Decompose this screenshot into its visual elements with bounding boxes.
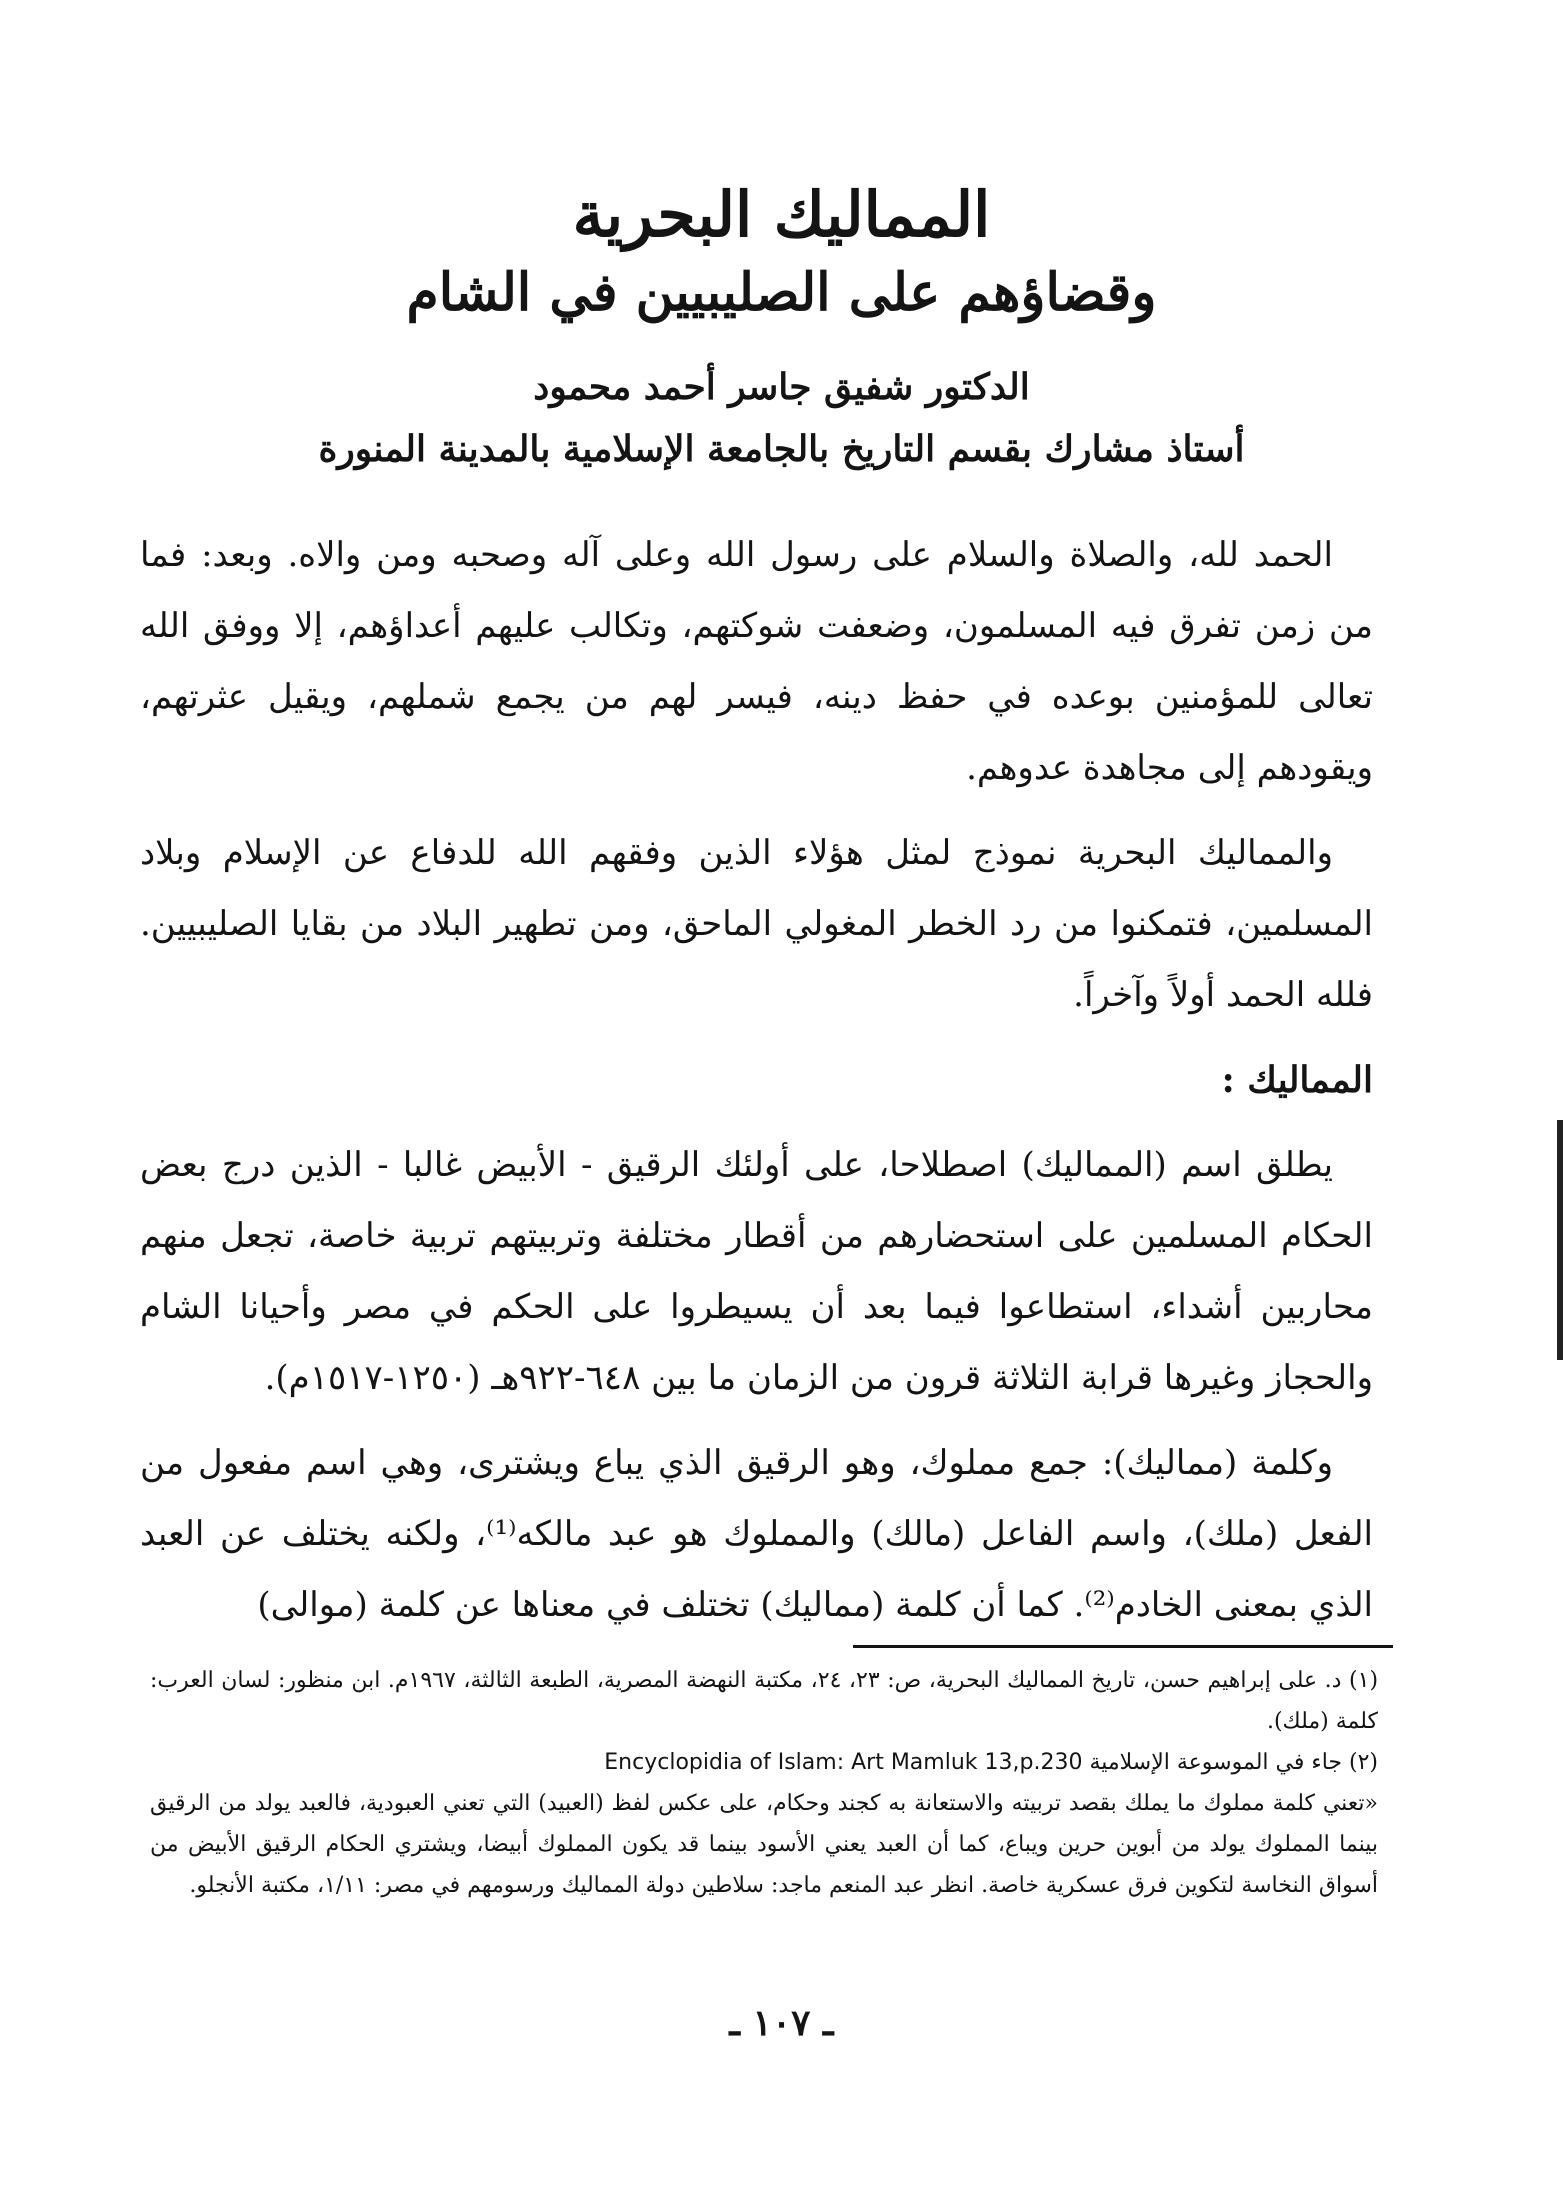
footnote-2-latin: Encyclopidia of Islam: Art Mamluk 13,p.230 [604,1750,1083,1775]
footnotes [150,1660,1378,1906]
paragraph-definition: يطلق اسم (المماليك) اصطلاحا، على أولئك الرقيق - الأبيض غالبا - الذين درج بعض الحكام المسلمين على استحضارهم من أقطار مختلفة وتربيتهم تربية خاصة، تجعل منهم محاربين أشداء، استطاعوا فيما بعد أن يسيطروا على الحكم في مصر وأحيانا الشام والحجاز وغيرها قرابة الثلاثة قرون من الزمان ما بين ٦٤٨-٩٢٢هـ (١٢٥٠-١٥١٧م). [140,1145,1373,1398]
footnote-2-arabic: (٢) جاء في الموسوعة الإسلامية [1089,1750,1378,1775]
footnote-2-quote: «تعني كلمة مملوك ما يملك بقصد تربيته والاستعانة به كجند وحكام، على عكس لفظ (العبيد) التي تعني العبودية، فالعبد يولد من الرقيق بينما المملوك يولد من أبوين حرين ويباع، كما أن العبد يعني الأسود بينما قد يكون المملوك أبيضا، ويشتري الحكام الرقيق الأبيض من أسواق النخاسة لتكوين فرق عسكرية خاصة. انظر عبد المنعم ماجد: سلاطين دولة المماليك ورسومهم في مصر: ١/١١، مكتبة الأنجلو. [150,1791,1378,1898]
paragraph-mamluks-bahriyya: والمماليك البحرية نموذج لمثل هؤلاء الذين وفقهم الله للدفاع عن الإسلام وبلاد المسلمين، فتمكنوا من رد الخطر المغولي الماحق، ومن تطهير البلاد من بقايا الصليبيين. فلله الحمد أولاً وآخراً. [140,833,1373,1015]
section-heading-mamluks: المماليك : [1221,1059,1373,1101]
paragraph-intro: الحمد لله، والصلاة والسلام على رسول الله وعلى آله وصحبه ومن والاه. وبعد: فما من زمن تفرق فيه المسلمون، وضعفت شوكتهم، وتكالب عليهم أعداؤهم، إلا ووفق الله تعالى للمؤمنين بوعده في حفظ دينه، فيسر لهم من يجمع شملهم، ويقيل عثرتهم، ويقودهم إلى مجاهدة عدوهم. [140,535,1373,788]
author-name: الدكتور شفيق جاسر أحمد محمود [533,366,1030,408]
page-subtitle: وقضاؤهم على الصليبيين في الشام [406,262,1157,323]
footnote-separator [853,1645,1393,1648]
page-title: المماليك البحرية [572,178,991,251]
page-number: ـ ١٠٧ ـ [729,2002,834,2044]
author-affiliation: أستاذ مشارك بقسم التاريخ بالجامعة الإسلامية بالمدينة المنورة [318,428,1245,470]
body-text [140,520,1373,1655]
scan-edge-mark [1557,1120,1563,1360]
paragraph-word-meaning: وكلمة (مماليك): جمع مملوك، وهو الرقيق الذي يباع ويشترى، وهي اسم مفعول من الفعل (ملك)، واسم الفاعل (مالك) والمملوك هو عبد مالكه⁽¹⁾، ولكنه يختلف عن العبد الذي بمعنى الخادم⁽²⁾. كما أن كلمة (مماليك) تختلف في معناها عن كلمة (موالى) [140,1443,1374,1625]
footnote-1: (١) د. على إبراهيم حسن، تاريخ المماليك البحرية، ص: ٢٣، ٢٤، مكتبة النهضة المصرية، الطبعة الثالثة، ١٩٦٧م. ابن منظور: لسان العرب: كلمة (ملك). [150,1668,1379,1734]
footnote-2 [150,1742,1378,1783]
